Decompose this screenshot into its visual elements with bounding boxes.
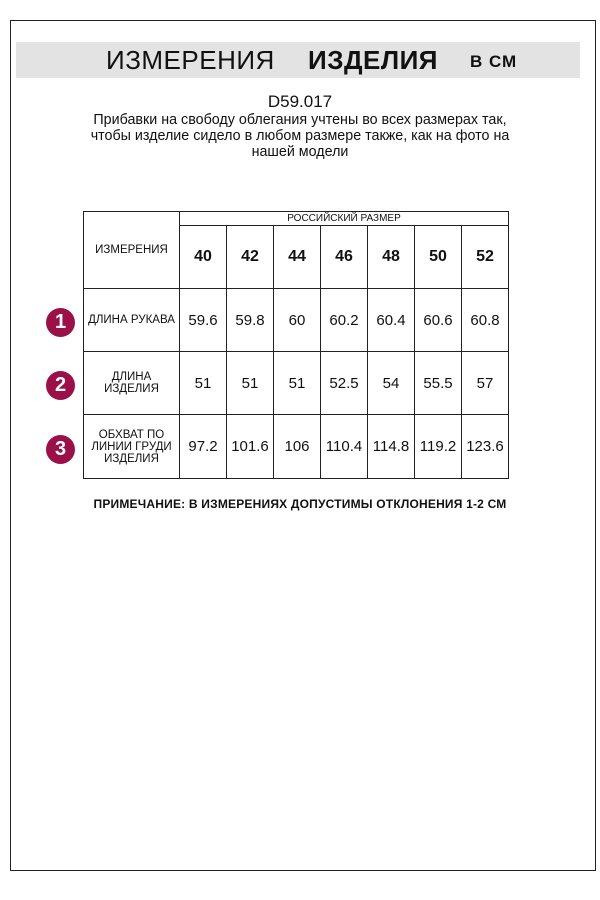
value-cell: 51: [227, 352, 274, 415]
value-cell: 52.5: [321, 352, 368, 415]
tolerance-note: ПРИМЕЧАНИЕ: В ИЗМЕРЕНИЯХ ДОПУСТИМЫ ОТКЛОНЕНИЯ 1-2 СМ: [93, 497, 507, 511]
value-cell: 51: [274, 352, 321, 415]
fit-description-line: Прибавки на свободу облегания учтены во всех размерах так,: [93, 112, 507, 128]
row-number-badge: 2: [46, 371, 75, 400]
value-cell: 119.2: [415, 415, 462, 479]
value-cell: 59.8: [227, 289, 274, 352]
title-bar: [16, 42, 580, 78]
value-cell: 55.5: [415, 352, 462, 415]
size-header-cell: 52: [462, 226, 509, 289]
product-code: D59.017: [267, 92, 333, 111]
size-group-row: [84, 212, 509, 226]
value-cell: 54: [368, 352, 415, 415]
table-row: [84, 415, 509, 479]
row-label-garment-length: ДЛИНА ИЗДЕЛИЯ: [84, 352, 180, 415]
table-row: [84, 352, 509, 415]
title-unit: В СМ: [470, 52, 518, 71]
fit-description-line: нашей модели: [251, 144, 349, 160]
corner-label: ИЗМЕРЕНИЯ: [84, 212, 180, 289]
fit-description: [60, 112, 540, 160]
value-cell: 59.6: [180, 289, 227, 352]
value-cell: 60.2: [321, 289, 368, 352]
size-header-cell: 44: [274, 226, 321, 289]
row-label-chest-girth: [84, 415, 180, 479]
size-header-cell: 40: [180, 226, 227, 289]
value-cell: 123.6: [462, 415, 509, 479]
row-label-line: ЛИНИИ ГРУДИ: [91, 440, 172, 453]
value-cell: 51: [180, 352, 227, 415]
value-cell: 114.8: [368, 415, 415, 479]
row-label-line: ОБХВАТ ПО: [98, 428, 165, 441]
size-header-cell: 50: [415, 226, 462, 289]
value-cell: 57: [462, 352, 509, 415]
value-cell: 101.6: [227, 415, 274, 479]
size-header-cell: 42: [227, 226, 274, 289]
size-table: [83, 211, 509, 479]
row-number-badge: 3: [46, 435, 75, 464]
value-cell: 60.6: [415, 289, 462, 352]
value-cell: 60: [274, 289, 321, 352]
value-cell: 97.2: [180, 415, 227, 479]
row-label-line: ИЗДЕЛИЯ: [104, 452, 159, 465]
row-number-badge: 1: [46, 308, 75, 337]
value-cell: 60.8: [462, 289, 509, 352]
size-header-cell: 48: [368, 226, 415, 289]
title-product: ИЗДЕЛИЯ: [308, 45, 438, 75]
fit-description-line: чтобы изделие сидело в любом размере также, как на фото на: [90, 128, 510, 144]
row-label-sleeve-length: ДЛИНА РУКАВА: [84, 289, 180, 352]
size-header-cell: 46: [321, 226, 368, 289]
value-cell: 110.4: [321, 415, 368, 479]
table-row: [84, 289, 509, 352]
value-cell: 60.4: [368, 289, 415, 352]
size-group-label: РОССИЙСКИЙ РАЗМЕР: [180, 212, 509, 226]
value-cell: 106: [274, 415, 321, 479]
title-measurements: ИЗМЕРЕНИЯ: [106, 45, 275, 75]
